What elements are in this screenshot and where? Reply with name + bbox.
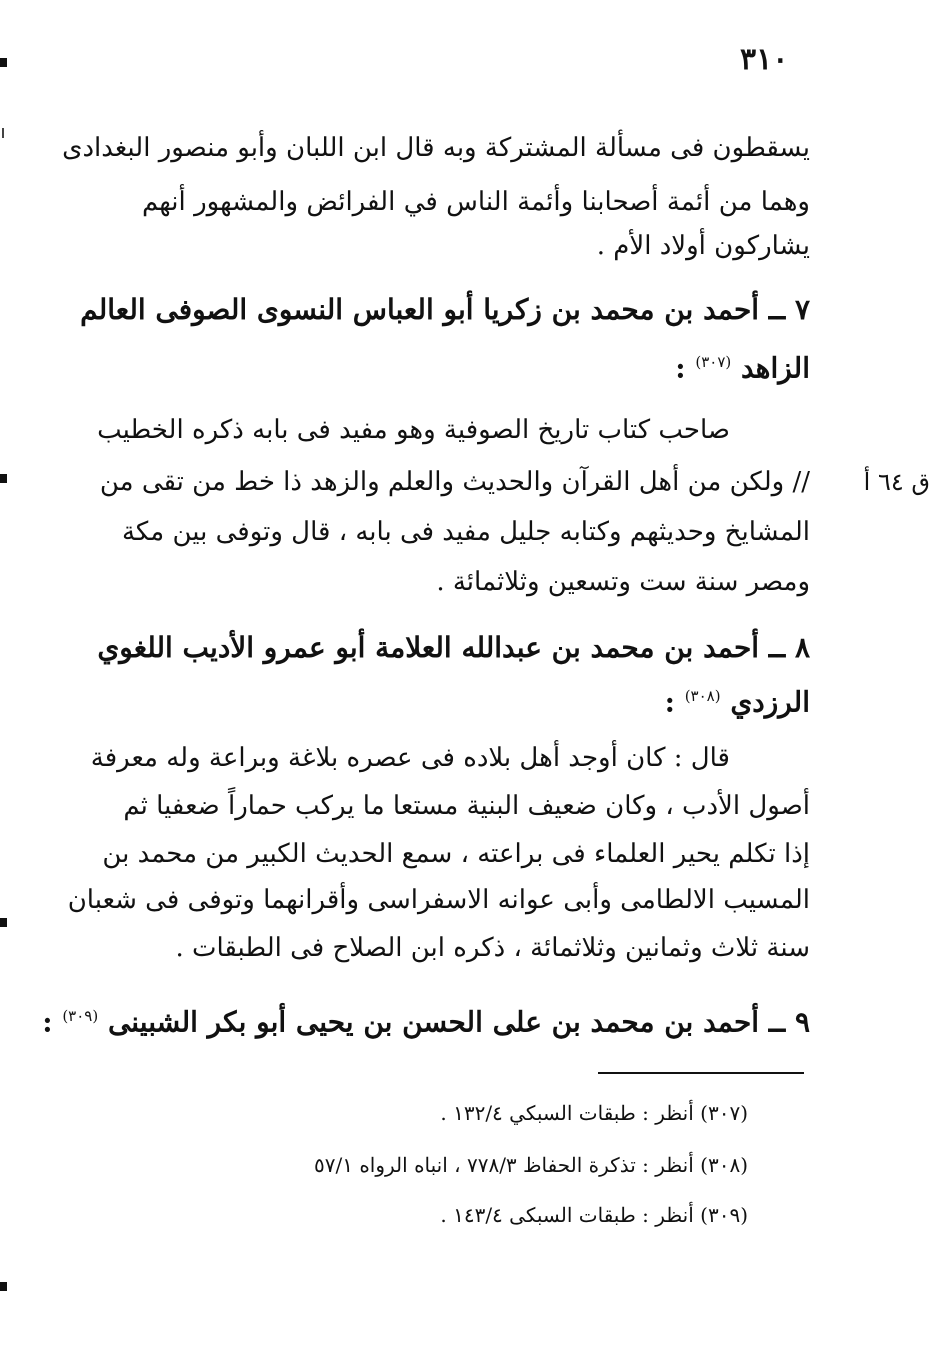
scan-edge-mark: [0, 918, 7, 927]
text-line: // ولكن من أهل القرآن والحديث والعلم والزهد ذا خط من تقى من: [99, 467, 810, 497]
text-line: أصول الأدب ، وكان ضعيف البنية مستعا ما يركب حماراً ضعفيا ثم: [123, 791, 810, 821]
text-line: صاحب كتاب تاريخ الصوفية وهو مفيد فى بابه ذكره الخطيب: [97, 415, 730, 445]
entry-heading-continued: [142, 342, 810, 388]
entry-heading: [42, 996, 810, 1042]
footnote: (٣٠٧) أنظر : طبقات السبكي ١٣٢/٤ .: [440, 1101, 748, 1125]
entry-heading: ٧ ــ أحمد بن محمد بن زكريا أبو العباس النسوى الصوفى العالم: [80, 293, 810, 326]
page-number: ٣١٠: [740, 42, 789, 77]
scan-edge-mark: [0, 474, 7, 483]
text-line: المشايخ وحديثهم وكتابه جليل مفيد فى بابه ، قال وتوفى بين مكة: [121, 517, 810, 547]
entry-heading-continued: [142, 676, 810, 722]
manuscript-folio-note: ق ٦٤ أ: [863, 468, 930, 496]
scan-edge-mark: [0, 58, 7, 67]
text-line: قال : كان أوجد أهل بلاده فى عصره بلاغة وبراعة وله معرفة: [90, 743, 730, 773]
footnote-reference: (٣٠٧): [695, 353, 732, 371]
footnote: (٣٠٨) أنظر : تذكرة الحفاظ ٧٧٨/٣ ، انباه الرواه ٥٧/١: [314, 1153, 748, 1177]
scan-edge-tick: [2, 128, 4, 138]
text-line: وهما من أئمة أصحابنا وأئمة الناس في الفرائض والمشهور أنهم: [142, 187, 810, 217]
text-line: يسقطون فى مسألة المشتركة وبه قال ابن اللبان وأبو منصور البغدادى: [62, 133, 810, 163]
text-line: إذا تكلم يحير العلماء فى براعته ، سمع الحديث الكبير من محمد بن: [102, 839, 810, 869]
text-line: يشاركون أولاد الأم .: [596, 231, 810, 261]
footnote-separator: [598, 1072, 804, 1074]
scan-edge-mark: [0, 1282, 7, 1291]
entry-heading: ٨ ــ أحمد بن محمد بن عبدالله العلامة أبو عمرو الأديب اللغوي: [97, 631, 810, 664]
heading-text: الزاهد: [740, 351, 810, 385]
footnote-reference: (٣٠٨): [684, 687, 721, 705]
footnote-reference: (٣٠٩): [62, 1007, 99, 1025]
heading-text: ٩ ــ أحمد بن محمد بن على الحسن بن يحيى أبو بكر الشبينى: [107, 1005, 810, 1039]
heading-colon: :: [42, 1005, 53, 1039]
heading-colon: :: [664, 685, 675, 719]
text-line: ومصر سنة ست وتسعين وثلاثمائة .: [436, 567, 810, 597]
text-line: المسيب الالطامى وأبى عوانه الاسفراسى وأقرانهما وتوفى فى شعبان: [67, 885, 810, 915]
footnote: (٣٠٩) أنظر : طبقات السبكى ١٤٣/٤ .: [440, 1203, 748, 1227]
heading-colon: :: [675, 351, 686, 385]
heading-text: الرزدي: [730, 685, 810, 719]
text-line: سنة ثلاث وثمانين وثلاثمائة ، ذكره ابن الصلاح فى الطبقات .: [175, 933, 810, 963]
